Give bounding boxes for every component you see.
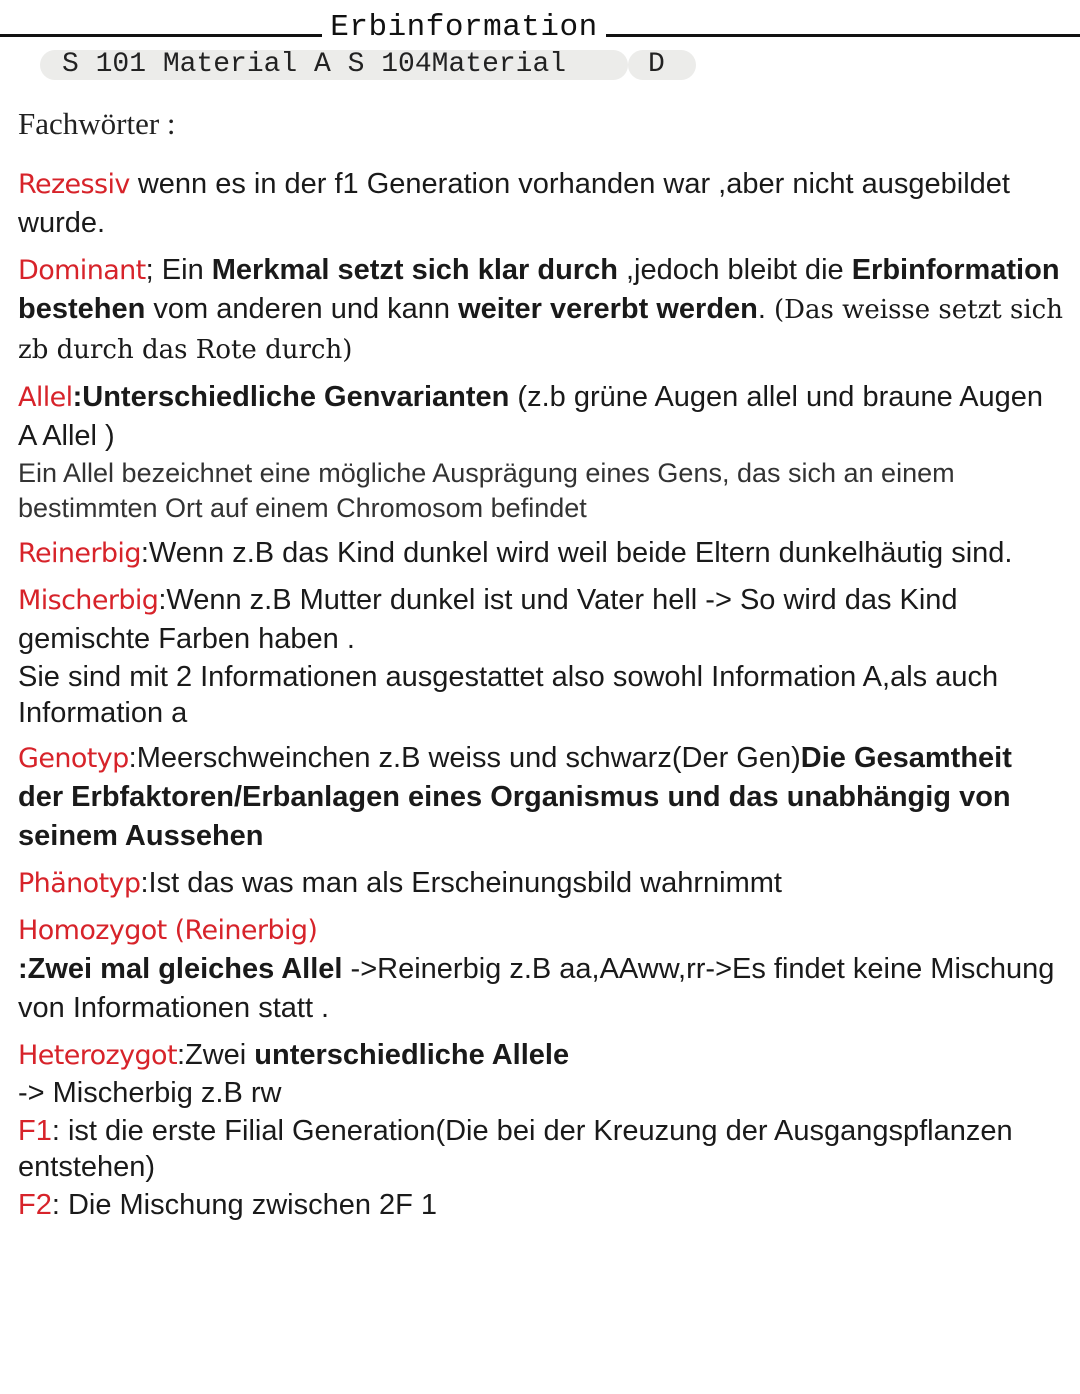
term-f2: F2	[18, 1189, 52, 1221]
emphasis-text: :Zwei mal gleiches Allel	[18, 953, 343, 985]
definition-text: :Ist das was man als Erscheinungsbild wahrnimmt	[140, 867, 782, 899]
mischerbig-note: Sie sind mit 2 Informationen ausgestattet also sowohl Information A,als auch Information a	[18, 661, 999, 729]
term-mischerbig: Mischerbig	[18, 585, 159, 616]
title-rule-right	[606, 34, 1080, 37]
term-heterozygot: Heterozygot	[18, 1040, 177, 1071]
term-rezessiv: Rezessiv	[18, 169, 130, 200]
example-note: (Das weisse setzt sich zb durch das Rote durch)	[18, 295, 1063, 365]
definition-text: ,jedoch bleibt die	[617, 254, 852, 286]
entry-f2	[18, 1187, 1063, 1223]
definition-text: : ist die erste Filial Generation(Die bei der Kreuzung der Ausgangspflanzen entstehen)	[18, 1115, 1013, 1183]
definition-text: vom anderen und kann	[145, 293, 459, 325]
term-f1: F1	[18, 1115, 52, 1147]
entry-rezessiv	[18, 165, 1063, 243]
entry-f1	[18, 1113, 1063, 1185]
term-reinerbig: Reinerbig	[18, 538, 141, 569]
heterozygot-note: -> Mischerbig z.B rw	[18, 1077, 282, 1109]
definition-text: :Wenn z.B Mutter dunkel ist und Vater hell -> So wird das Kind gemischte Farben haben .	[18, 584, 958, 655]
emphasis-text: Unterschiedliche Genvarianten	[82, 381, 510, 413]
reference-suffix: D	[648, 49, 665, 80]
colon: :	[72, 381, 83, 413]
emphasis-text: unterschiedliche Allele	[254, 1039, 570, 1071]
term-genotyp: Genotyp	[18, 743, 129, 774]
definition-rezessiv: wenn es in der f1 Generation vorhanden war ,aber nicht ausgebildet wurde.	[18, 168, 1010, 239]
emphasis-text: weiter vererbt werden	[458, 293, 758, 325]
definition-text: :Wenn z.B das Kind dunkel wird weil beide Eltern dunkelhäutig sind.	[140, 537, 1013, 569]
emphasis-text: Erbinformation bestehen	[18, 254, 1060, 325]
entry-mischerbig	[18, 581, 1063, 731]
entry-phaenotyp	[18, 864, 1063, 903]
definition-text: ; Ein	[145, 254, 212, 286]
term-homozygot: Homozygot (Reinerbig)	[18, 915, 318, 946]
entry-genotyp	[18, 739, 1063, 856]
definition-text: :Meerschweinchen z.B weiss und schwarz(Der Gen)	[128, 742, 801, 774]
entry-heterozygot	[18, 1036, 1063, 1111]
definition-text: :Zwei	[176, 1039, 255, 1071]
title-rule-left	[0, 34, 322, 37]
entry-dominant	[18, 251, 1063, 370]
entry-homozygot	[18, 911, 1063, 1028]
section-heading: Fachwörter :	[18, 106, 176, 141]
emphasis-text: Merkmal setzt sich klar durch	[211, 254, 618, 286]
definition-text: : Die Mischung zwischen 2F 1	[51, 1189, 438, 1221]
definition-text: (z.b grüne Augen allel und braune Augen A Allel )	[18, 381, 1044, 452]
entry-allel	[18, 378, 1063, 526]
term-dominant: Dominant	[18, 255, 146, 286]
page-title: Erbinformation	[330, 10, 598, 45]
allel-definition: Ein Allel bezeichnet eine mögliche Ausprägung eines Gens, das sich an einem bestimmten Ort auf einem Chromosom befindet	[18, 458, 955, 523]
entry-reinerbig	[18, 534, 1063, 573]
definition-text: ->Reinerbig z.B aa,AAww,rr->Es findet keine Mischung von Informationen statt .	[18, 953, 1055, 1024]
definition-text: .	[757, 293, 775, 325]
term-allel: Allel	[18, 382, 73, 413]
term-phaenotyp: Phänotyp	[18, 868, 141, 899]
glossary	[18, 165, 1063, 1231]
reference-text: S 101 Material A S 104Material	[62, 49, 567, 80]
emphasis-text: Die Gesamtheit der Erbfaktoren/Erbanlagen eines Organismus und das unabhängig von seinem Aussehen	[18, 742, 1012, 852]
